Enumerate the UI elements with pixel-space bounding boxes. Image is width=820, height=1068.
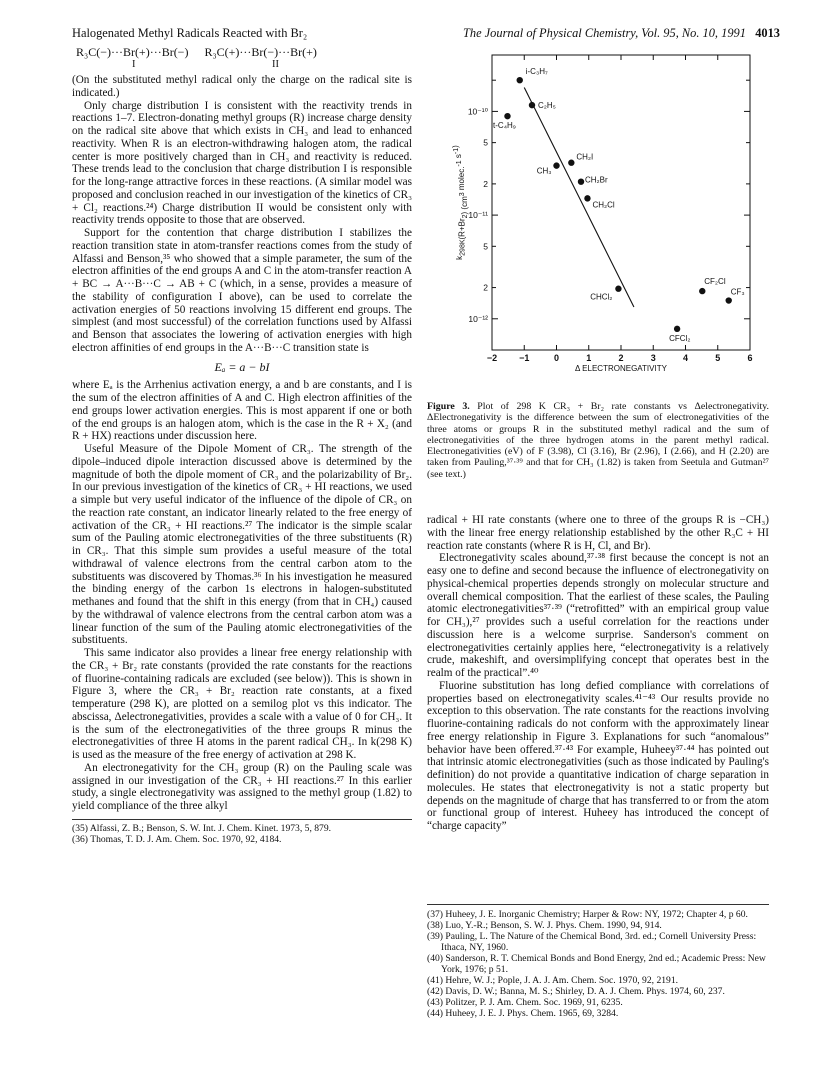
data-point (615, 286, 621, 292)
left-column (72, 45, 412, 845)
footnote: (41) Hehre, W. J.; Pople, J. A. J. Am. Chem. Soc. 1970, 92, 2191. (427, 975, 679, 986)
data-point (517, 77, 523, 83)
point-label: CH₃ (536, 166, 552, 176)
y-axis-label-part: -1 (453, 147, 460, 155)
right-column (427, 514, 769, 833)
charge-distributions (72, 45, 412, 59)
point-label: t-C₄H₉ (493, 121, 516, 131)
footnotes-left (72, 819, 412, 845)
y-axis-label-part: 3 (459, 192, 466, 197)
x-tick-label: 0 (553, 353, 560, 363)
y-tick-label: 5 (483, 241, 488, 252)
footnote: (38) Luo, Y.-R.; Benson, S. W. J. Phys. Chem. 1990, 94, 914. (427, 920, 662, 931)
point-label: C₂H₅ (537, 101, 556, 111)
y-axis-label-part: molec. (457, 166, 466, 193)
x-tick-label: 3 (650, 353, 656, 363)
y-axis-label-part: ) (451, 145, 460, 148)
x-tick-label: −2 (486, 353, 498, 363)
paragraph: where Eₐ is the Arrhenius activation energy, a and b are constants, and I is the sum of the electron affinities of A and C. High electron affinities of the end groups lower activation energies. This is most apparent if one or both of the end groups is an halogen atom, which is the case in the R + X₂ (and R + HX) reactions under discussion here. (72, 379, 412, 443)
formula-II: R₃C(+)···Br(−)···Br(+) (204, 45, 317, 59)
footnote: (39) Pauling, L. The Nature of the Chemical Bond, 3rd. ed.; Cornell University Press: Ithaca, NY, 1960. (427, 931, 757, 953)
y-tick-label: 10⁻¹⁰ (467, 106, 488, 117)
point-label: CH₂Cl (592, 200, 615, 210)
paragraph: This same indicator also provides a linear free energy relationship with the CR₃ + Br₂ rate constants (provided the rate constants for the reactions of fluorine-containing radicals are excluded (see below)). This is shown in Figure 3, where the CR₃ + Br₂ reaction rate constants, at a fixed temperature (298 K), are plotted on a semilog plot vs this indicator. The abscissa, Δelectronegativities, provides a scale with a value of 0 for CH₃. It is the sum of the electronegativities of the three groups R minus the electronegativities of three H atoms in the parent radical CH₃. In k(298 K) is used as the measure of the free energy of activation at 298 K. (72, 647, 412, 761)
data-point (568, 160, 574, 166)
footnote: (40) Sanderson, R. T. Chemical Bonds and Bond Energy, 2nd ed.; Academic Press: New York, 1976; p 51. (427, 953, 766, 975)
point-label: CH₂I (576, 152, 594, 162)
data-point (699, 288, 705, 294)
paragraph: Fluorine substitution has long defied compliance with correlations of properties based on electronegativity scales.⁴¹⁻⁴³ Our results provide no exception to this observation. The rate constants for the reactions involving fluorine-containing radicals do not conform with the approximately linear free energy relationship in Figure 3. Explanations for such “anomalous” behavior have been offered.³⁷·⁴³ For example, Huheey³⁷·⁴⁴ has pointed out that intrinsic atomic electronegativities (such as those indicated by Pauling's definition) do not provide a quantitative indication of charge separation in molecules. He states that electronegativity is not a static property but depends on the magnitude of charge that has transferred to or from the atom or functional group of interest. Huheey has introduced the concept of “charge capacity” (427, 679, 769, 832)
point-label: CFCl₂ (669, 333, 691, 343)
y-tick-label: 2 (483, 282, 488, 293)
paragraph: Electronegativity scales abound,³⁷·³⁸ first because the concept is not an easy one to define and second because the influence of electronegativity on physical-chemical properties depends strongly on molecular structure and overall chemical composition. That the earliest of these scales, the Pauling atomic electronegativities³⁷·³⁹ (“retrofitted” with an empirical group value for CH₃),²⁷ provides such a useful correlation for the reactions under discussion here is a welcome surprise. Sanderson's comment on electronegativities certainly applies here, “electronegativity is a relatively crude, makeshift, and oversimplifying concept that operates best in the realm of the practical”.⁴⁰ (427, 552, 769, 679)
footnote: (37) Huheey, J. E. Inorganic Chemistry; Harper & Row: NY, 1972; Chapter 4, p 60. (427, 909, 748, 920)
paragraph: An electronegativity for the CH₃ group (R) on the Pauling scale was assigned in our investigation of the CR₃ + HI reactions.²⁷ In this earlier study, a single electronegativity was assigned to the methyl group (1.82) to yield compliance of the three alkyl (72, 761, 412, 812)
footnote: (36) Thomas, T. D. J. Am. Chem. Soc. 1970, 92, 4184. (72, 833, 282, 845)
point-label: CF₂Cl (704, 277, 726, 287)
point-label: CHCl₂ (590, 292, 613, 302)
y-axis-label-part: (R+Br (457, 218, 467, 240)
page-number: 4013 (755, 26, 780, 40)
x-tick-label: 5 (715, 353, 721, 363)
paragraph: radical + HI rate constants (where one to three of the groups R is −CH₃) with the linear free energy relationship established by the other R₃C + HI reaction rate constants (where R is H, Cl, and Br). (427, 514, 769, 552)
y-tick-label: 5 (483, 137, 488, 148)
paragraph: (On the substituted methyl radical only the charge on the radical site is indicated.) (72, 74, 412, 99)
scatter-plot (448, 45, 768, 400)
paragraph: Only charge distribution I is consistent with the reactivity trends in reactions 1–7. Electron-donating methyl groups (R) increase charge density on the radical site above that which exists in CH₃ and lead to enhanced reactivity. When R is an electron-withdrawing halogen atom, the radical center is more positively charged than in CH₃ and reactivity is reduced. These trends lead to the conclusion that charge distribution I is responsible for the long-range attractive forces in these reactions. (A similar model was proposed and conclusion reached in our investigation of the kinetics of CR₃ + Cl₂ reactions.²⁴) Charge distribution II would be consistent only with reactivity trends opposite to those that are observed. (72, 99, 412, 227)
y-tick-label: 10⁻¹¹ (468, 210, 488, 221)
y-axis-label-part: k (455, 255, 464, 260)
y-tick-label: 2 (483, 178, 488, 189)
formula-I: R₃C(−)···Br(+)···Br(−) (76, 45, 189, 59)
footnote: (42) Davis, D. W.; Banna, M. S.; Shirley, D. A. J. Chem. Phys. 1974, 60, 237. (427, 986, 725, 997)
y-axis-label (451, 145, 469, 260)
formula-II-label: II (272, 59, 279, 70)
paragraph: Useful Measure of the Dipole Moment of CR₃. The strength of the dipole–induced dipole interaction discussed above is determined by the magnitude of both the dipole moment of CR₃ and the polarizability of Br₂. In our previous investigation of the kinetics of CR₃ + HI reactions, we used a simple but very useful indicator of the influence of the dipole of CR₃ on the reaction rate constant, an indicator linearly related to the free energy of activation of the CR₃ + HI reactions.²⁷ The indicator is the simple scalar sum of the Pauling atomic electronegativities of the three substituents (R) in CR₃. That this simple sum provides a useful measure of the total withdrawal of valence electrons from the central carbon atom to the substituents was discovered by Thomas.³⁶ In his investigation he measured the binding energy of the carbon 1s electrons in halogen-substituted methanes and found that the shift in this energy (from that in CH₄) caused by the withdrawal of valence electrons from the central carbon atom was a linear function of the sum of the Pauling atomic electronegativities of the substituents. (72, 443, 412, 647)
footnote-rule (72, 819, 412, 820)
paragraph: Support for the contention that charge distribution I stabilizes the reaction transition state in atom-transfer reactions comes from the study of Alfassi and Benson,³⁵ who showed that a simple parameter, the sum of the electron affinities of the end groups A and C in the atom-transfer reaction A + BC → A···B···C → AB + C (which, in a sense, provides a measure of the stability of configuration I above), can be used to correlate the activation energies of 50 reactions involving 15 different end groups. The simplest (and most successful) of the correlation functions used by Alfassi and Benson that associates the lowering of activation energies with high electron affinities of end groups in the A···B···C transition state is (72, 227, 412, 354)
footnote: (43) Politzer, P. J. Am. Chem. Soc. 1969, 91, 6235. (427, 997, 623, 1008)
journal-header (463, 26, 780, 41)
y-axis-label-part: 298K (459, 239, 467, 256)
x-tick-label: 6 (747, 353, 753, 363)
x-tick-label: −1 (519, 353, 530, 363)
caption-label: Figure 3. (427, 401, 470, 412)
footnote: (44) Huheey, J. E. J. Phys. Chem. 1965, 69, 3284. (427, 1008, 619, 1019)
point-label: CH₂Br (585, 175, 608, 185)
data-point (553, 162, 559, 168)
y-tick-label: 10⁻¹² (468, 313, 488, 324)
point-label: i-C₃H₇ (525, 67, 548, 77)
fit-line (524, 88, 634, 307)
running-head: Halogenated Methyl Radicals Reacted with Br₂ (72, 26, 308, 40)
footnotes-right (427, 904, 769, 1019)
equation: Eₐ = a − bI (214, 359, 270, 374)
data-point (584, 195, 590, 201)
y-axis-label-part: 2 (462, 214, 469, 219)
caption-text: Plot of 298 K CR₃ + Br₂ rate constants vs Δelectronegativity. ΔElectronegativity is the difference between the sum of electronegativities of the three atoms or groups R in the substituted methyl radical and the sum of electronegativities of the three hydrogen atoms in the parent methyl radical. Electronegativities (eV) of F (3.98), Cl (3.16), Br (2.96), I (2.66), and H (2.20) are taken from Pauling,³⁷·³⁹ and that for CH₃ (1.82) is taken from Seetula and Gutman²⁷ (see text.) (427, 401, 770, 480)
x-tick-label: 2 (618, 353, 624, 363)
data-point (504, 113, 510, 119)
x-tick-label: 4 (682, 353, 689, 363)
data-point (674, 326, 680, 332)
footnote-rule (427, 904, 769, 905)
footnote: (35) Alfassi, Z. B.; Benson, S. W. Int. J. Chem. Kinet. 1973, 5, 879. (72, 822, 332, 834)
point-label: CF₃ (730, 287, 745, 297)
data-point (578, 178, 584, 184)
formula-I-label: I (132, 59, 136, 70)
x-tick-label: 1 (586, 353, 592, 363)
x-axis-label: Δ ELECTRONEGATIVITY (575, 364, 667, 373)
data-point (726, 297, 732, 303)
y-axis-label-part: s (454, 154, 463, 161)
y-axis-label-part: -1 (456, 160, 463, 167)
figure-3 (448, 45, 768, 400)
journal-citation: The Journal of Physical Chemistry, Vol. 95, No. 10, 1991 (463, 26, 746, 40)
y-axis-label-part: ) (cm (460, 196, 469, 215)
data-point (529, 102, 535, 108)
formula-labels (72, 59, 412, 70)
figure-caption (427, 401, 769, 480)
